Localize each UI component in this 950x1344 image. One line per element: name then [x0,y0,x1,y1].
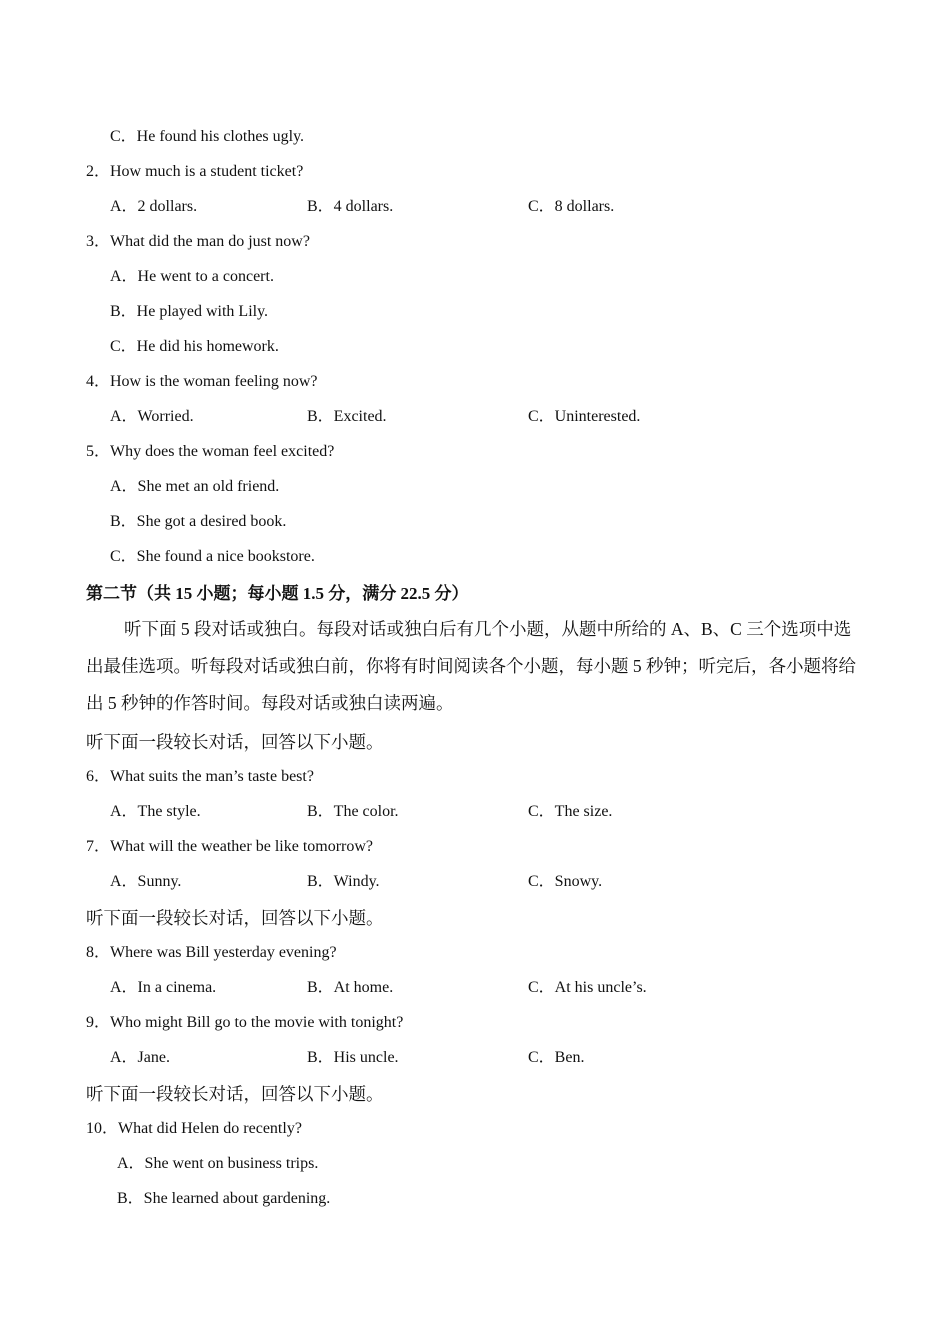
q9-stem: 9．Who might Bill go to the movie with tonight? [86,1014,404,1031]
q3-option-c: C．He did his homework. [110,338,279,355]
q2-option-b: B．4 dollars. [307,198,394,215]
q6-option-c: C．The size. [528,803,613,820]
section-2-instructions-text: 听下面 5 段对话或独白。每段对话或独白后有几个小题，从题中所给的 A、B、C 三个选项中选出最佳选项。听每段对话或独白前，你将有时间阅读各个小题，每小题 5 秒钟；听完后，各小题将给出 5 秒钟的作答时间。每段对话或独白读两遍。 [86,619,856,713]
q3-option-b: B．He played with Lily. [110,303,269,320]
q5-stem: 5．Why does the woman feel excited? [86,443,335,460]
q4-option-a: A．Worried. [110,408,194,425]
q7-stem: 7．What will the weather be like tomorrow? [86,838,374,855]
q9-option-c: C．Ben. [528,1049,585,1066]
q4-stem: 4．How is the woman feeling now? [86,373,318,390]
q8-stem: 8．Where was Bill yesterday evening? [86,944,337,961]
q5-option-c: C．She found a nice bookstore. [110,548,315,565]
q7-option-a: A．Sunny. [110,873,182,890]
q7-option-b: B．Windy. [307,873,380,890]
q9-option-a: A．Jane. [110,1049,170,1066]
q9-option-b: B．His uncle. [307,1049,399,1066]
q2-option-c: C．8 dollars. [528,198,615,215]
q10-option-a: A．She went on business trips. [117,1155,319,1172]
section-2-instructions [86,611,866,722]
q3-stem: 3．What did the man do just now? [86,233,310,250]
q4-option-c: C．Uninterested. [528,408,641,425]
q10-option-b: B．She learned about gardening. [117,1190,331,1207]
section-note-3: 听下面一段较长对话，回答以下小题。 [86,1084,384,1104]
q4-option-b: B．Excited. [307,408,387,425]
q8-option-a: A．In a cinema. [110,979,217,996]
section-2-title: 第二节（共 15 小题；每小题 1.5 分，满分 22.5 分） [86,584,469,603]
q7-option-c: C．Snowy. [528,873,603,890]
q6-option-b: B．The color. [307,803,399,820]
q3-option-a: A．He went to a concert. [110,268,274,285]
section-note-2: 听下面一段较长对话，回答以下小题。 [86,908,384,928]
q2-stem: 2．How much is a student ticket? [86,163,304,180]
q2-option-a: A．2 dollars. [110,198,198,215]
section-note-1: 听下面一段较长对话，回答以下小题。 [86,732,384,752]
q5-option-a: A．She met an old friend. [110,478,280,495]
q8-option-c: C．At his uncle’s. [528,979,647,996]
q1-option-c: C．He found his clothes ugly. [110,128,305,145]
q8-option-b: B．At home. [307,979,394,996]
q6-stem: 6．What suits the man’s taste best? [86,768,314,785]
q6-option-a: A．The style. [110,803,201,820]
q10-stem: 10．What did Helen do recently? [86,1120,302,1137]
q5-option-b: B．She got a desired book. [110,513,287,530]
